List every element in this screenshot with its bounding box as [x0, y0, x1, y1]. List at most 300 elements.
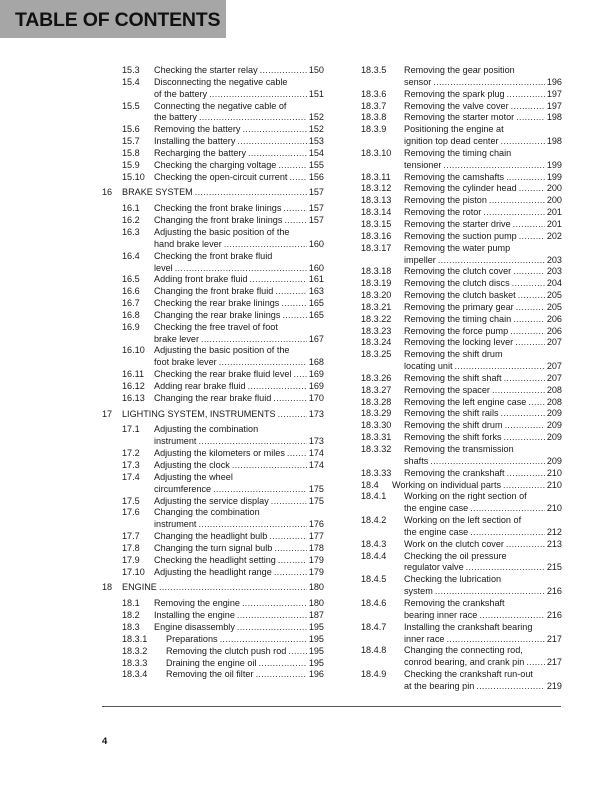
toc-entry-title: Removing the clutch push rod	[166, 645, 287, 656]
dot-leader	[513, 266, 545, 278]
toc-entry-page: 165	[308, 298, 324, 309]
toc-entry-title: Removing the shift drum	[404, 349, 503, 360]
dot-leader	[250, 274, 307, 286]
dot-leader	[159, 582, 307, 594]
toc-entry-number: 18.3.15	[361, 218, 392, 229]
toc-entry-page: 154	[308, 147, 324, 158]
toc-entry-body	[154, 345, 324, 369]
toc-entry-body	[404, 539, 562, 551]
toc-entry-number: 16.12	[122, 380, 145, 391]
toc-entry-body	[404, 385, 562, 397]
toc-entry-title: locating unit	[404, 361, 453, 372]
dot-leader	[505, 420, 545, 432]
toc-entry[interactable]	[102, 251, 324, 275]
toc-entry-body	[404, 645, 562, 669]
toc-entry[interactable]	[361, 408, 562, 420]
toc-entry-title: hand brake lever	[154, 238, 222, 249]
toc-entry-body	[154, 472, 324, 496]
toc-entry-body	[154, 507, 324, 531]
toc-entry[interactable]	[361, 337, 562, 349]
toc-entry[interactable]	[102, 215, 324, 227]
toc-entry[interactable]	[361, 669, 562, 693]
toc-entry[interactable]	[361, 349, 562, 373]
toc-entry[interactable]	[102, 448, 324, 460]
toc-entry-body	[404, 65, 562, 89]
toc-entry-page: 156	[308, 171, 324, 182]
toc-entry-body	[154, 555, 324, 567]
toc-entry[interactable]	[102, 622, 324, 634]
dot-leader	[519, 183, 545, 195]
toc-entry-body	[404, 349, 562, 373]
toc-entry-page: 216	[546, 586, 562, 597]
toc-entry[interactable]	[102, 393, 324, 405]
toc-entry[interactable]	[102, 101, 324, 125]
dot-leader	[513, 219, 545, 231]
toc-entry-body	[404, 302, 562, 314]
toc-entry-body	[404, 219, 562, 231]
toc-entry[interactable]	[361, 397, 562, 409]
toc-entry-title: Adjusting the combination	[154, 424, 259, 435]
dot-leader	[248, 381, 307, 393]
dot-leader	[513, 314, 545, 326]
dot-leader	[284, 215, 306, 227]
toc-entry-title: LIGHTING SYSTEM, INSTRUMENTS	[122, 408, 276, 419]
toc-entry[interactable]	[361, 172, 562, 184]
toc-entry-title: shafts	[404, 455, 429, 466]
toc-entry-body	[122, 187, 324, 199]
dot-leader	[220, 634, 307, 646]
toc-entry[interactable]	[361, 314, 562, 326]
toc-entry-body	[154, 567, 324, 579]
toc-entry-page: 198	[546, 112, 562, 123]
toc-entry-number: 18.3.26	[361, 372, 392, 383]
toc-entry-number: 17.4	[122, 471, 140, 482]
toc-entry-number: 17.5	[122, 495, 140, 506]
toc-entry[interactable]	[102, 646, 324, 658]
toc-entry-body	[154, 393, 324, 405]
toc-entry-title: Working on the right section of	[404, 491, 527, 502]
toc-entry[interactable]	[361, 373, 562, 385]
dot-leader	[506, 539, 545, 551]
toc-entry-title: brake lever	[154, 333, 199, 344]
toc-entry[interactable]	[102, 507, 324, 531]
toc-entry[interactable]	[102, 160, 324, 172]
toc-entry-body	[154, 496, 324, 508]
toc-entry-title: of the battery	[154, 88, 208, 99]
toc-entry-page: 177	[308, 531, 324, 542]
dot-leader	[269, 531, 307, 543]
toc-entry-title: Removing the transmission	[404, 444, 514, 454]
toc-entry[interactable]	[361, 326, 562, 338]
toc-entry-body	[404, 112, 562, 124]
toc-entry-title: system	[404, 586, 433, 597]
dot-leader	[470, 527, 545, 539]
dot-leader	[201, 334, 307, 346]
dot-leader	[516, 302, 545, 314]
toc-entry[interactable]	[361, 101, 562, 113]
toc-entry[interactable]	[361, 290, 562, 302]
dot-leader	[507, 468, 545, 480]
toc-entry[interactable]	[102, 77, 324, 101]
toc-entry-page: 168	[308, 357, 324, 368]
toc-entry-number: 17.8	[122, 542, 140, 553]
title-banner	[0, 0, 226, 38]
toc-entry-title: Changing the rear brake fluid	[154, 392, 272, 403]
dot-leader	[195, 187, 307, 199]
toc-entry-number: 18.3.1	[122, 633, 148, 644]
toc-entry-page: 155	[308, 159, 324, 170]
toc-entry-title: Checking the starter relay	[154, 65, 258, 75]
toc-entry[interactable]	[102, 310, 324, 322]
toc-entry-number: 17	[102, 408, 113, 419]
toc-entry[interactable]	[102, 658, 324, 670]
toc-chapter-entry[interactable]	[102, 582, 324, 594]
toc-entry[interactable]	[102, 381, 324, 393]
toc-entry[interactable]	[102, 496, 324, 508]
toc-entry-title: circumference	[154, 483, 212, 494]
dot-leader	[479, 610, 545, 622]
toc-entry-title: Changing the combination	[154, 507, 260, 518]
dot-leader	[282, 310, 306, 322]
toc-entry-body	[154, 274, 324, 286]
toc-entry-number: 16.8	[122, 309, 140, 320]
toc-entry-title: conrod bearing, and crank pin	[404, 657, 525, 668]
toc-entry-number: 17.2	[122, 448, 140, 459]
dot-leader	[504, 432, 545, 444]
toc-entry[interactable]	[361, 302, 562, 314]
dot-leader	[273, 393, 307, 405]
toc-entry-page: 208	[546, 396, 562, 407]
toc-entry-number: 17.6	[122, 507, 140, 518]
toc-entry-title: Changing the connecting rod,	[404, 645, 523, 656]
toc-entry-page: 201	[546, 218, 562, 229]
toc-entry-number: 18.4.9	[361, 669, 387, 680]
toc-entry[interactable]	[102, 322, 324, 346]
toc-entry-number: 16	[102, 187, 113, 198]
toc-entry-body	[404, 551, 562, 575]
toc-entry-body	[404, 491, 562, 515]
toc-entry-title: Removing the clutch cover	[404, 266, 512, 277]
toc-entry-number: 16.10	[122, 345, 145, 356]
toc-entry-number: 18.3.7	[361, 100, 387, 111]
toc-entry-number: 16.1	[122, 203, 140, 214]
toc-chapter-entry[interactable]	[102, 187, 324, 199]
toc-entry[interactable]	[102, 148, 324, 160]
toc-left-column	[102, 65, 324, 681]
toc-entry-page: 157	[308, 215, 324, 226]
toc-entry-body	[404, 669, 562, 693]
toc-entry-body	[154, 215, 324, 227]
toc-entry-page: 160	[308, 238, 324, 249]
toc-entry-number: 18.2	[122, 610, 140, 621]
dot-leader	[489, 195, 545, 207]
toc-entry-number: 18.3.32	[361, 444, 392, 454]
dot-leader	[260, 65, 307, 77]
toc-entry[interactable]	[361, 278, 562, 290]
toc-entry-body	[154, 531, 324, 543]
dot-leader	[515, 337, 545, 349]
toc-entry-number: 18.3.30	[361, 420, 392, 431]
toc-entry-body	[154, 286, 324, 298]
toc-entry-title: Changing the front brake linings	[154, 215, 283, 226]
toc-entry[interactable]	[361, 515, 562, 539]
toc-entry[interactable]	[361, 645, 562, 669]
toc-entry-number: 15.5	[122, 100, 140, 111]
dot-leader	[476, 681, 545, 693]
toc-entry-page: 157	[308, 187, 324, 198]
toc-entry-page: 198	[546, 136, 562, 147]
toc-entry[interactable]	[361, 480, 562, 492]
toc-entry[interactable]	[361, 183, 562, 195]
toc-entry[interactable]	[361, 219, 562, 231]
toc-entry-number: 18.3.24	[361, 337, 392, 348]
toc-entry-number: 16.4	[122, 250, 140, 261]
toc-entry[interactable]	[361, 574, 562, 598]
toc-entry-number: 18.3.16	[361, 230, 392, 241]
dot-leader	[271, 496, 307, 508]
toc-entry-number: 16.3	[122, 226, 140, 237]
toc-entry[interactable]	[361, 622, 562, 646]
toc-entry-title: Installing the engine	[154, 610, 235, 621]
toc-entry-body	[154, 424, 324, 448]
toc-entry[interactable]	[102, 136, 324, 148]
toc-entry-page: 200	[546, 195, 562, 206]
toc-entry-page: 217	[546, 633, 562, 644]
toc-entry-body	[404, 326, 562, 338]
toc-entry-page: 160	[308, 262, 324, 273]
toc-entry[interactable]	[102, 531, 324, 543]
toc-entry-number: 18.3.21	[361, 301, 392, 312]
toc-entry-title: Changing the headlight bulb	[154, 531, 268, 542]
toc-entry-body	[166, 646, 324, 658]
toc-entry-number: 18.3.14	[361, 207, 392, 218]
toc-entry-number: 18.3.3	[122, 657, 148, 668]
dot-leader	[255, 669, 306, 681]
toc-entry-number: 17.10	[122, 566, 145, 577]
toc-entry[interactable]	[361, 231, 562, 243]
toc-right-column	[361, 65, 562, 693]
toc-entry[interactable]	[361, 385, 562, 397]
toc-entry-title: Removing the locking lever	[404, 337, 514, 348]
toc-entry-title: Work on the clutch cover	[404, 538, 504, 549]
toc-entry-title: Removing the shift forks	[404, 432, 502, 443]
toc-entry[interactable]	[102, 345, 324, 369]
toc-entry[interactable]	[102, 634, 324, 646]
toc-entry[interactable]	[361, 195, 562, 207]
toc-entry-page: 206	[546, 313, 562, 324]
toc-entry-body	[166, 634, 324, 646]
toc-entry-title: Removing the engine	[154, 598, 240, 609]
toc-entry-number: 18.4.1	[361, 491, 387, 502]
dot-leader	[237, 610, 307, 622]
toc-entry-page: 179	[308, 566, 324, 577]
toc-entry[interactable]	[102, 567, 324, 579]
toc-entry-page: 169	[308, 369, 324, 380]
toc-entry-title: Removing the timing chain	[404, 313, 512, 324]
toc-entry-title: at the bearing pin	[404, 680, 475, 691]
toc-entry-body	[404, 148, 562, 172]
toc-entry-title: Removing the battery	[154, 124, 241, 135]
toc-entry[interactable]	[102, 298, 324, 310]
toc-entry-title: Adjusting the wheel	[154, 471, 233, 482]
footer-divider	[102, 706, 561, 707]
toc-entry[interactable]	[102, 274, 324, 286]
toc-entry[interactable]	[361, 243, 562, 267]
dot-leader	[278, 555, 307, 567]
toc-entry-page: 180	[308, 582, 324, 593]
toc-entry[interactable]	[102, 555, 324, 567]
toc-entry[interactable]	[361, 491, 562, 515]
toc-entry[interactable]	[361, 112, 562, 124]
toc-entry-page: 199	[546, 171, 562, 182]
toc-entry[interactable]	[361, 89, 562, 101]
toc-entry-page: 200	[546, 183, 562, 194]
dot-leader	[433, 77, 545, 89]
toc-entry[interactable]	[102, 65, 324, 77]
toc-entry-number: 18.4.8	[361, 645, 387, 656]
toc-entry[interactable]	[102, 286, 324, 298]
toc-entry-body	[154, 369, 324, 381]
toc-entry-number: 18.3.12	[361, 183, 392, 194]
toc-entry-body	[404, 314, 562, 326]
toc-entry-body	[404, 101, 562, 113]
toc-entry-page: 197	[546, 88, 562, 99]
toc-entry-page: 205	[546, 301, 562, 312]
toc-entry-page: 195	[308, 657, 324, 668]
toc-entry-number: 17.7	[122, 531, 140, 542]
toc-entry[interactable]	[102, 424, 324, 448]
toc-entry-page: 150	[308, 65, 324, 75]
toc-entry-title: Adding front brake fluid	[154, 274, 248, 285]
toc-entry-title: Draining the engine oil	[166, 657, 257, 668]
toc-entry-title: Adjusting the basic position of the	[154, 226, 290, 237]
toc-entry-page: 212	[546, 526, 562, 537]
toc-entry-page: 208	[546, 384, 562, 395]
toc-entry-body	[154, 251, 324, 275]
toc-entry[interactable]	[361, 266, 562, 278]
toc-entry-body	[404, 574, 562, 598]
toc-entry-body	[404, 598, 562, 622]
toc-entry-title: Adjusting the basic position of the	[154, 345, 290, 356]
toc-entry-number: 18.3.29	[361, 408, 392, 419]
toc-entry-title: impeller	[404, 254, 436, 265]
toc-entry-title: Removing the crankshaft	[404, 597, 505, 608]
toc-entry-page: 179	[308, 554, 324, 565]
toc-entry[interactable]	[361, 65, 562, 89]
toc-entry-body	[154, 598, 324, 610]
toc-entry[interactable]	[102, 172, 324, 184]
toc-entry-number: 18.3.5	[361, 65, 387, 75]
toc-entry[interactable]	[102, 472, 324, 496]
toc-entry-page: 219	[546, 680, 562, 691]
toc-entry[interactable]	[102, 610, 324, 622]
toc-entry-body	[154, 298, 324, 310]
toc-entry-page: 167	[308, 333, 324, 344]
dot-leader	[492, 385, 545, 397]
toc-entry-number: 18.3.13	[361, 195, 392, 206]
dot-leader	[175, 263, 307, 275]
toc-entry-title: Removing the valve cover	[404, 100, 509, 111]
toc-entry[interactable]	[102, 369, 324, 381]
toc-entry-title: Removing the cylinder head	[404, 183, 517, 194]
dot-leader	[443, 160, 544, 172]
toc-entry-body	[154, 65, 324, 77]
toc-entry-number: 15.4	[122, 76, 140, 87]
toc-entry-number: 16.6	[122, 286, 140, 297]
toc-entry-body	[154, 160, 324, 172]
dot-leader	[242, 124, 306, 136]
toc-entry-body	[166, 669, 324, 681]
toc-entry-title: Checking the free travel of foot	[154, 321, 278, 332]
toc-entry-body	[404, 444, 562, 468]
toc-entry-body	[404, 231, 562, 243]
toc-entry-body	[154, 172, 324, 184]
toc-entry[interactable]	[361, 468, 562, 480]
toc-entry[interactable]	[102, 124, 324, 136]
toc-entry[interactable]	[361, 207, 562, 219]
dot-leader	[511, 101, 545, 113]
toc-entry-body	[404, 266, 562, 278]
toc-entry-number: 18.4.7	[361, 621, 387, 632]
dot-leader	[506, 172, 545, 184]
toc-entry-number: 16.13	[122, 392, 145, 403]
toc-entry-number: 18.1	[122, 598, 140, 609]
toc-entry-page: 173	[308, 408, 324, 419]
toc-entry[interactable]	[102, 203, 324, 215]
toc-entry-title: Removing the shift drum	[404, 420, 503, 431]
toc-entry[interactable]	[102, 460, 324, 472]
dot-leader	[199, 112, 307, 124]
toc-entry-title: instrument	[154, 436, 197, 447]
toc-entry[interactable]	[361, 432, 562, 444]
toc-entry-title: Checking the headlight setting	[154, 554, 276, 565]
toc-entry[interactable]	[361, 539, 562, 551]
toc-entry-body	[154, 148, 324, 160]
toc-entry-body	[404, 337, 562, 349]
dot-leader	[455, 361, 545, 373]
toc-entry[interactable]	[361, 420, 562, 432]
toc-entry[interactable]	[361, 124, 562, 148]
toc-entry-title: Adding rear brake fluid	[154, 380, 246, 391]
toc-chapter-entry[interactable]	[102, 409, 324, 421]
toc-entry-page: 174	[308, 460, 324, 470]
toc-entry-page: 199	[546, 159, 562, 170]
toc-entry-title: Adjusting the kilometers or miles	[154, 448, 285, 459]
toc-entry-page: 207	[546, 337, 562, 348]
toc-entry-title: Checking the crankshaft run-out	[404, 669, 533, 680]
toc-entry-title: level	[154, 262, 173, 273]
toc-entry[interactable]	[361, 148, 562, 172]
toc-entry-number: 18.3.27	[361, 384, 392, 395]
dot-leader	[466, 562, 545, 574]
toc-entry-number: 18.3.33	[361, 467, 392, 478]
dot-leader	[213, 484, 307, 496]
toc-entry[interactable]	[361, 444, 562, 468]
toc-entry[interactable]	[361, 598, 562, 622]
toc-entry[interactable]	[102, 669, 324, 681]
toc-entry[interactable]	[102, 227, 324, 251]
toc-entry[interactable]	[102, 598, 324, 610]
toc-entry[interactable]	[102, 543, 324, 555]
dot-leader	[470, 503, 545, 515]
dot-leader	[275, 286, 307, 298]
toc-entry[interactable]	[361, 551, 562, 575]
dot-leader	[512, 278, 545, 290]
toc-entry-number: 18.3.19	[361, 278, 392, 289]
toc-entry-title: BRAKE SYSTEM	[122, 187, 193, 198]
toc-entry-page: 196	[546, 76, 562, 87]
toc-entry-body	[404, 195, 562, 207]
